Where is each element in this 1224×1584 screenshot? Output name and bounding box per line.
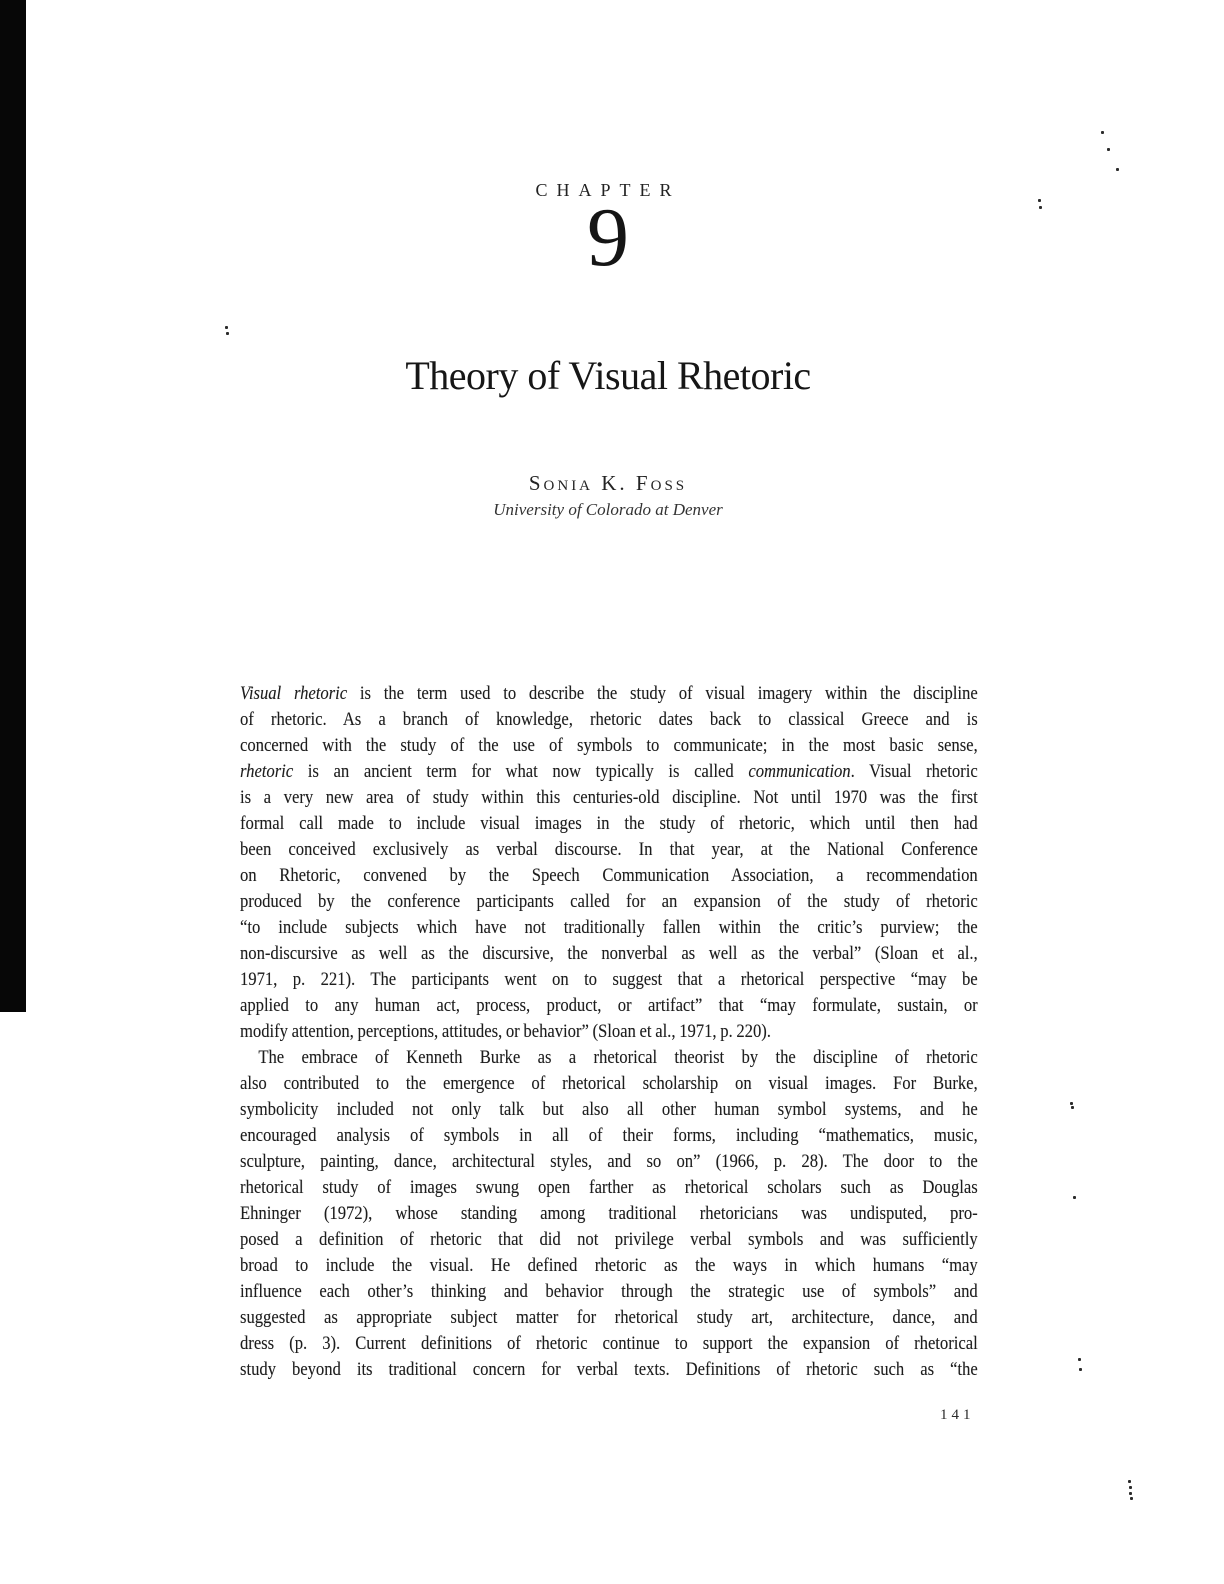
body-line: [240, 1123, 978, 1149]
scan-speck: [1129, 1492, 1132, 1495]
text-segment: applied to any human act, process, product, or artifact” that “may formulate, sustain, or: [240, 995, 978, 1016]
scan-speck: [1130, 1497, 1133, 1500]
text-segment: modify attention, perceptions, attitudes, or behavior” (Sloan et al., 1971, p. 220).: [240, 1021, 771, 1042]
body-line: [240, 1227, 978, 1253]
body-line: [240, 1305, 978, 1331]
text-segment: on Rhetoric, convened by the Speech Communication Association, a recommendation: [240, 865, 978, 886]
text-segment: suggested as appropriate subject matter for rhetorical study art, architecture, dance, and: [240, 1307, 978, 1328]
body-line: [240, 915, 978, 941]
text-segment: influence each other’s thinking and behavior through the strategic use of symbols” and: [240, 1281, 978, 1302]
text-segment: sculpture, painting, dance, architectural styles, and so on” (1966, p. 28). The door to the: [240, 1151, 978, 1172]
scan-speck: [1128, 1480, 1131, 1483]
text-segment: rhetorical study of images swung open farther as rhetorical scholars such as Douglas: [240, 1177, 978, 1198]
body-line: [240, 1357, 978, 1383]
text-segment: also contributed to the emergence of rhetorical scholarship on visual images. For Burke,: [240, 1073, 978, 1094]
scan-speck: [1101, 131, 1104, 134]
author-affiliation: University of Colorado at Denver: [493, 500, 723, 519]
body-line: [240, 1331, 978, 1357]
text-segment: 1971, p. 221). The participants went on to suggest that a rhetorical perspective “may be: [240, 969, 978, 990]
body-line: [240, 1019, 978, 1045]
body-line: [240, 1175, 978, 1201]
text-segment: The embrace of Kenneth Burke as a rhetorical theorist by the discipline of rhetoric: [258, 1047, 978, 1068]
body-line: [240, 941, 978, 967]
italic-text-segment: Visual rhetoric: [240, 683, 348, 704]
body-line: [240, 993, 978, 1019]
author-name: Sonia K. Foss: [528, 471, 688, 495]
scan-gutter-bar: [0, 0, 26, 1012]
body-line: [240, 967, 978, 993]
body-line: [240, 1045, 978, 1071]
text-segment: is a very new area of study within this centuries-old discipline. Not until 1970 was the first: [240, 787, 978, 808]
chapter-title: Theory of Visual Rhetoric: [405, 353, 811, 398]
scan-speck: [1129, 1486, 1132, 1489]
scan-speck: [1078, 1358, 1081, 1361]
scan-speck: [1073, 1196, 1076, 1199]
scan-speck: [226, 332, 229, 335]
body-text-block: [240, 681, 978, 1383]
scan-speck: [1071, 1106, 1074, 1109]
body-line: [240, 707, 978, 733]
text-segment: dress (p. 3). Current definitions of rhetoric continue to support the expansion of rhetorical: [240, 1333, 978, 1354]
body-line: [240, 1071, 978, 1097]
text-segment: is an ancient term for what now typically is called: [293, 761, 749, 782]
text-segment: Ehninger (1972), whose standing among traditional rhetoricians was undisputed, pro-: [240, 1203, 978, 1224]
text-segment: encouraged analysis of symbols in all of their forms, including “mathematics, music,: [240, 1125, 978, 1146]
text-segment: of rhetoric. As a branch of knowledge, rhetoric dates back to classical Greece and is: [240, 709, 978, 730]
body-line: [240, 785, 978, 811]
text-segment: been conceived exclusively as verbal discourse. In that year, at the National Conference: [240, 839, 978, 860]
body-line: [240, 681, 978, 707]
body-line: [240, 759, 978, 785]
text-segment: produced by the conference participants called for an expansion of the study of rhetoric: [240, 891, 978, 912]
body-line: [240, 837, 978, 863]
text-segment: concerned with the study of the use of symbols to communicate; in the most basic sense,: [240, 735, 978, 756]
italic-text-segment: communication: [748, 761, 851, 782]
scan-speck: [1107, 148, 1110, 151]
scan-speck: [1039, 206, 1042, 209]
body-line: [240, 733, 978, 759]
text-segment: is the term used to describe the study of visual imagery within the discipline: [347, 683, 978, 704]
page-number: 141: [940, 1407, 975, 1423]
text-segment: posed a definition of rhetoric that did not privilege verbal symbols and was sufficiently: [240, 1229, 978, 1250]
body-line: [240, 1149, 978, 1175]
text-segment: study beyond its traditional concern for verbal texts. Definitions of rhetoric such as “the: [240, 1359, 978, 1380]
text-segment: . Visual rhetoric: [850, 761, 978, 782]
text-segment: “to include subjects which have not traditionally fallen within the critic’s purview; the: [240, 917, 978, 938]
body-line: [240, 863, 978, 889]
chapter-number: 9: [587, 191, 629, 284]
text-segment: formal call made to include visual images in the study of rhetoric, which until then had: [240, 813, 978, 834]
scan-speck: [1038, 199, 1041, 202]
scan-speck: [1116, 168, 1119, 171]
body-line: [240, 1201, 978, 1227]
body-line: [240, 811, 978, 837]
body-line: [240, 889, 978, 915]
italic-text-segment: rhetoric: [240, 761, 294, 782]
text-segment: non-discursive as well as the discursive, the nonverbal as well as the verbal” (Sloan et al.,: [240, 943, 978, 964]
chapter-label: CHAPTER: [535, 180, 681, 200]
body-line: [240, 1279, 978, 1305]
text-segment: symbolicity included not only talk but also all other human symbol systems, and he: [240, 1099, 978, 1120]
scan-speck: [1070, 1102, 1073, 1105]
body-line: [240, 1253, 978, 1279]
body-line: [240, 1097, 978, 1123]
scan-speck: [1079, 1368, 1082, 1371]
text-segment: broad to include the visual. He defined rhetoric as the ways in which humans “may: [240, 1255, 978, 1276]
scan-speck: [225, 326, 228, 329]
